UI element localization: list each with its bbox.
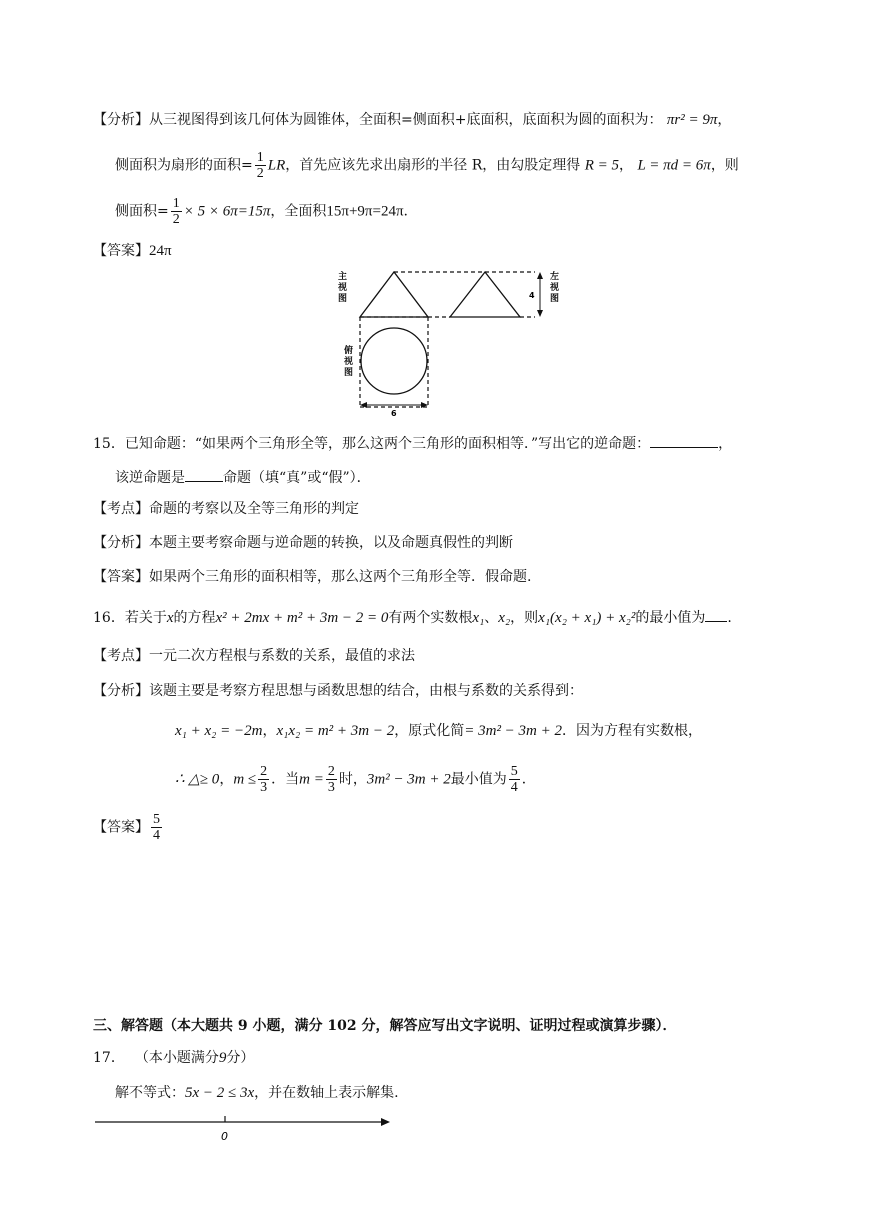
side-view-triangle xyxy=(450,272,520,317)
analysis-text: 时， xyxy=(338,771,367,788)
denominator: 2 xyxy=(256,166,264,181)
q16-kaodian xyxy=(93,646,415,666)
numerator: 1 xyxy=(172,196,180,211)
section-title: 三、解答题（本大题共 9 小题，满分 102 分，解答应写出文字说明、证明过程或演算步骤）． xyxy=(93,1018,677,1034)
top-view-circle xyxy=(361,328,427,394)
root-x1: x₁ xyxy=(472,610,485,626)
front-view-label: 主视图 xyxy=(338,272,348,304)
m-condition: m ≤ xyxy=(233,771,257,788)
numerator: 5 xyxy=(510,764,518,779)
height-arrow-bottom xyxy=(537,310,543,317)
number-line-arrow xyxy=(381,1118,390,1126)
q16-analysis-line-2 xyxy=(175,721,702,741)
q16-stem xyxy=(93,607,732,628)
side-view-label: 左视图 xyxy=(550,272,560,304)
denominator: 2 xyxy=(172,212,180,227)
q15-analysis xyxy=(93,533,513,553)
lr-expression: LR xyxy=(267,157,286,174)
denominator: 4 xyxy=(510,780,518,795)
projection-dashes xyxy=(360,272,535,407)
fraction-two-thirds xyxy=(326,764,337,795)
question-text: 已知命题：“如果两个三角形全等，那么这两个三角形的面积相等．”写出它的逆命题： xyxy=(124,436,651,452)
comma: ， xyxy=(262,723,277,739)
numerator: 5 xyxy=(153,812,160,827)
analysis-line-3 xyxy=(115,196,408,227)
fraction-half xyxy=(171,196,182,227)
score-text: 分） xyxy=(226,1050,255,1066)
analysis-text: ，全面积 xyxy=(270,203,327,220)
base-area-formula: πr² = 9π xyxy=(666,112,718,128)
answer-text: 如果两个三角形的面积相等，那么这两个三角形全等．假命题. xyxy=(149,569,532,585)
kaodian-tag: 【考点】 xyxy=(93,648,149,664)
numerator: 2 xyxy=(327,764,335,779)
comma: ， xyxy=(619,157,633,174)
answer-fraction xyxy=(151,812,162,843)
analysis-tag: 【分析】 xyxy=(93,112,149,128)
question-number: 17． xyxy=(93,1050,125,1066)
answer-line-14 xyxy=(93,241,172,261)
height-value: 4 xyxy=(529,291,535,300)
period: . xyxy=(403,203,408,220)
top-view-label: 俯视图 xyxy=(344,346,354,378)
analysis-text: 从三视图得到该几何体为圆锥体，全面积=侧面积+底面积，底面积为圆的面积为： xyxy=(149,112,663,128)
fraction-half xyxy=(255,150,266,181)
kaodian-text: 命题的考察以及全等三角形的判定 xyxy=(149,501,359,517)
lateral-area: × 5 × 6π=15π xyxy=(183,203,271,220)
target-expression: x₁(x₂ + x₁) + x₂² xyxy=(538,610,636,626)
analysis-text: 最小值为 xyxy=(450,771,507,788)
question-number: 15． xyxy=(93,436,125,452)
q15-kaodian xyxy=(93,499,359,519)
height-arrow-top xyxy=(537,272,543,279)
question-number: 16． xyxy=(93,610,125,626)
answer-tag: 【答案】 xyxy=(93,243,149,259)
numerator: 1 xyxy=(256,150,264,165)
quadratic-equation: x² + 2mx + m² + 3m − 2 = 0 xyxy=(215,610,389,626)
period: . xyxy=(727,610,732,626)
numerator: 2 xyxy=(260,764,268,779)
answer-blank[interactable] xyxy=(650,433,718,448)
q16-analysis xyxy=(93,681,583,701)
kaodian-text: 一元二次方程根与系数的关系，最值的求法 xyxy=(149,648,415,664)
q16-answer xyxy=(93,812,164,843)
analysis-text: ，首先应该先求出扇形的半径 R，由勾股定理得 xyxy=(285,157,581,174)
comma: ， xyxy=(717,112,732,128)
answer-blank[interactable] xyxy=(705,607,727,622)
min-expression: 3m² − 3m + 2 xyxy=(366,771,451,788)
question-text: 命题（填“真”或“假”）． xyxy=(223,470,371,486)
q15-stem-line-1 xyxy=(93,433,732,454)
question-text: ，则 xyxy=(510,610,539,626)
score-text: （本小题满分 xyxy=(134,1050,219,1066)
root-x2: x₂ xyxy=(498,610,511,626)
analysis-text: 侧面积= xyxy=(115,203,169,220)
variable-x: x xyxy=(166,610,174,626)
question-text: 解不等式： xyxy=(115,1085,185,1101)
root-product: x₁x₂ = m² + 3m − 2 xyxy=(276,723,395,739)
simplified-expression: = 3m² − 3m + 2 xyxy=(464,723,563,739)
analysis-text: ，则 xyxy=(710,157,739,174)
q17-header xyxy=(93,1048,254,1068)
origin-label: 0 xyxy=(221,1130,228,1143)
answer-value: 24π xyxy=(149,243,172,259)
period: ． xyxy=(521,771,536,788)
question-text: ，并在数轴上表示解集. xyxy=(254,1085,399,1101)
q16-analysis-line-3 xyxy=(175,764,536,795)
analysis-tag: 【分析】 xyxy=(93,683,149,699)
question-text: 的方程 xyxy=(173,610,216,626)
discriminant-condition: ∴ △≥ 0 xyxy=(175,771,220,788)
analysis-tag: 【分析】 xyxy=(93,535,149,551)
width-value: 6 xyxy=(391,409,397,417)
number-line[interactable] xyxy=(90,1110,400,1146)
analysis-text: 本题主要考察命题与逆命题的转换，以及命题真假性的判断 xyxy=(149,535,513,551)
total-area: 15π+9π=24π xyxy=(326,203,404,220)
separator: 、 xyxy=(484,610,499,626)
analysis-text: 侧面积为扇形的面积= xyxy=(115,157,253,174)
answer-tag: 【答案】 xyxy=(93,569,149,585)
comma: ， xyxy=(219,771,234,788)
answer-blank[interactable] xyxy=(185,467,223,482)
q17-stem xyxy=(115,1083,399,1103)
fraction-five-fourths xyxy=(509,764,520,795)
denominator: 4 xyxy=(153,828,160,843)
answer-tag: 【答案】 xyxy=(93,819,149,836)
analysis-line-2 xyxy=(115,150,739,181)
kaodian-tag: 【考点】 xyxy=(93,501,149,517)
denominator: 3 xyxy=(327,780,335,795)
radius-value: R = 5 xyxy=(584,157,619,174)
question-text: ， xyxy=(718,436,733,452)
three-view-figure xyxy=(330,262,570,417)
analysis-text: 该题主要是考察方程思想与函数思想的结合，由根与系数的关系得到： xyxy=(149,683,583,699)
question-text: 的最小值为 xyxy=(635,610,706,626)
m-equals: m = xyxy=(299,771,324,788)
question-text: 该逆命题是 xyxy=(115,470,185,486)
inequality: 5x − 2 ≤ 3x xyxy=(185,1085,255,1101)
front-view-triangle xyxy=(360,272,428,317)
analysis-line-1 xyxy=(93,110,731,130)
arc-length-formula: L = πd = 6π xyxy=(637,157,711,174)
question-text: 有两个实数根 xyxy=(388,610,473,626)
denominator: 3 xyxy=(260,780,268,795)
question-text: 若关于 xyxy=(124,610,167,626)
q15-answer xyxy=(93,567,531,587)
analysis-text: ．因为方程有实数根， xyxy=(562,723,703,739)
q15-stem-line-2 xyxy=(115,467,371,488)
analysis-text: ，原式化简 xyxy=(394,723,465,739)
analysis-text: ．当 xyxy=(271,771,300,788)
root-sum: x₁ + x₂ = −2m xyxy=(175,723,263,739)
score-value: 9 xyxy=(218,1050,227,1066)
fraction-two-thirds xyxy=(258,764,269,795)
